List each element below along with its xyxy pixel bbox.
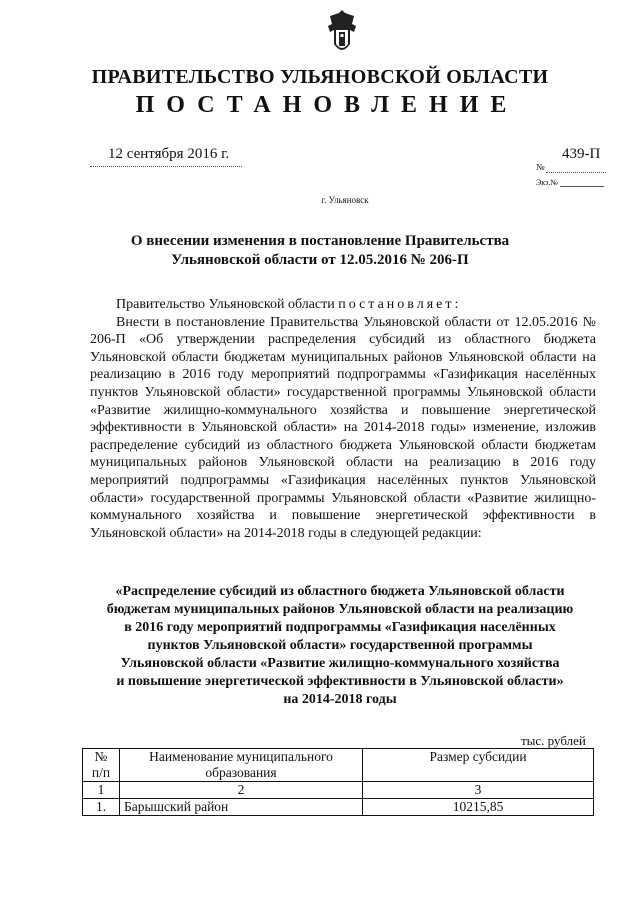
copy-underline	[560, 186, 604, 187]
government-name: ПРАВИТЕЛЬСТВО УЛЬЯНОВСКОЙ ОБЛАСТИ	[91, 66, 549, 88]
lead-sentence	[90, 296, 596, 314]
city: г. Ульяновск	[321, 195, 369, 205]
lead-verb: постановляет:	[338, 297, 462, 312]
row-amount: 10215,85	[363, 799, 594, 816]
heading-line: пунктов Ульяновской области» государственной программы	[147, 638, 533, 653]
index-cell: 1	[83, 782, 120, 799]
header-name-line: образования	[205, 765, 277, 780]
heading-line: и повышение энергетической эффективности в Ульяновской области»	[116, 674, 564, 689]
row-num: 1.	[83, 799, 120, 816]
number-underline	[546, 172, 606, 173]
header-num	[83, 749, 120, 782]
header-name-line: Наименование муниципального	[149, 749, 333, 764]
heading-line: на 2014-2018 годы	[283, 692, 397, 707]
copy-label: Экз.№	[536, 178, 558, 187]
index-cell: 3	[363, 782, 594, 799]
heading-line: в 2016 году мероприятий подпрограммы «Газификация населённых	[124, 620, 556, 635]
main-paragraph: Внести в постановление Правительства Ульяновской области от 12.05.2016 № 206-П «Об утверждении распределения субсидий из областного бюджета Ульяновской области бюджетам муниципальных районов Ульяновской области на реализацию в 2016 году мероприятий подпрограммы «Газификация населённых пунктов Ульяновской области» государственной программы Ульяновской области «Развитие жилищно-коммунального хозяйства и повышение энергетической эффективности в Ульяновской области» на 2014-2018 годы» изменение, изложив распределение субсидий из областного бюджета Ульяновской области бюджетам муниципальных районов Ульяновской области на реализацию в 2016 году мероприятий подпрограммы «Газификация населённых пунктов Ульяновской области» государственной программы Ульяновской области «Развитие жилищно-коммунального хозяйства и повышение энергетической эффективности в Ульяновской области» на 2014-2018 годы в следующей редакции:	[90, 314, 596, 541]
document-title	[0, 232, 640, 270]
document-date: 12 сентября 2016 г.	[108, 146, 230, 162]
document-type: ПОСТАНОВЛЕНИЕ	[135, 92, 519, 118]
header-num-line: п/п	[91, 765, 111, 780]
row-name: Барышский район	[120, 799, 363, 816]
table-units: тыс. рублей	[521, 733, 586, 748]
table-index-row	[83, 782, 594, 799]
document-number: 439-П	[562, 146, 601, 162]
coat-of-arms-emblem	[322, 10, 362, 60]
appendix-heading	[0, 583, 640, 709]
heading-line: Ульяновской области «Развитие жилищно-коммунального хозяйства	[120, 656, 560, 671]
date-underline	[90, 166, 242, 167]
header-name	[120, 749, 363, 782]
title-line: Ульяновской области от 12.05.2016 № 206-П	[171, 252, 469, 268]
number-label: №	[536, 162, 545, 172]
subsidy-table	[82, 748, 594, 816]
table-header-row	[83, 749, 594, 782]
document-body	[90, 296, 596, 542]
header-amount: Размер субсидии	[363, 749, 594, 782]
heading-line: бюджетам муниципальных районов Ульяновской области на реализацию	[106, 602, 574, 617]
heading-line: «Распределение субсидий из областного бюджета Ульяновской области	[115, 584, 565, 599]
title-line: О внесении изменения в постановление Правительства	[130, 233, 510, 249]
lead-text: Правительство Ульяновской области	[116, 297, 339, 312]
header-num-line: №	[94, 749, 108, 764]
index-cell: 2	[120, 782, 363, 799]
table-row	[83, 799, 594, 816]
